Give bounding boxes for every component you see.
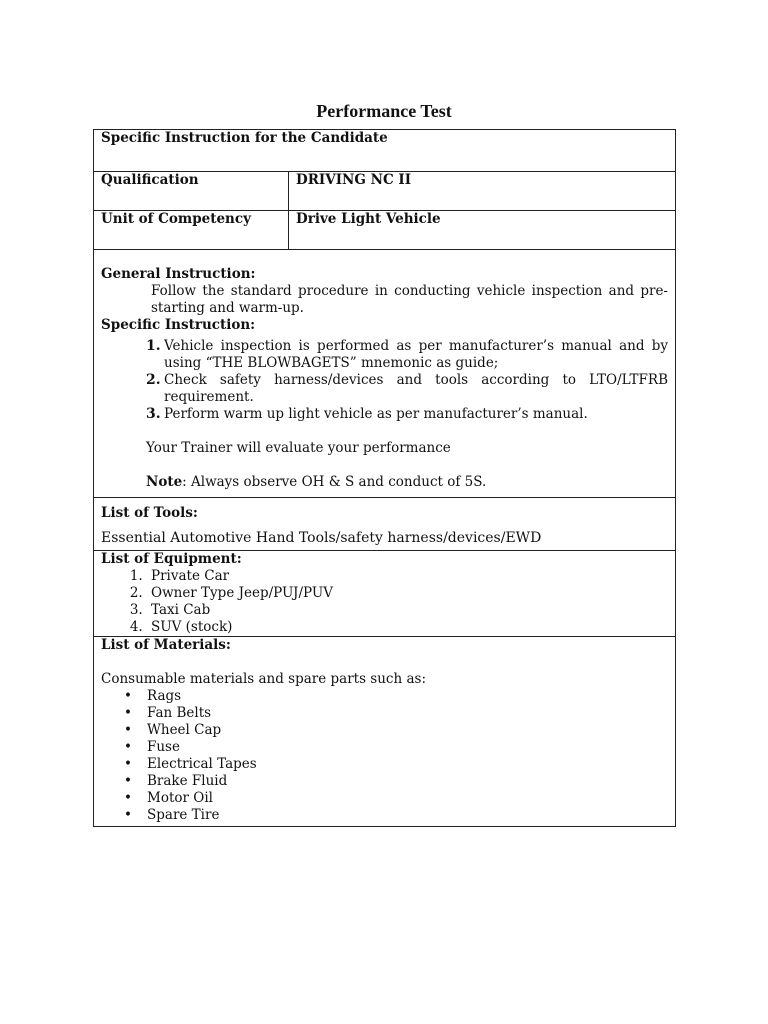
safety-note	[101, 474, 668, 491]
list-item: • Electrical Tapes	[147, 756, 668, 773]
note-text: : Always observe OH & S and conduct of 5S.	[182, 474, 487, 490]
item-number: 2.	[146, 372, 161, 388]
unit-label: Unit of Competency	[94, 211, 289, 250]
general-instruction-text: Follow the standard procedure in conducting vehicle inspection and pre-starting and warm-up.	[151, 283, 668, 316]
specific-instruction-list	[101, 338, 668, 423]
list-item	[101, 372, 668, 406]
equipment-row	[94, 551, 676, 637]
note-label: Note	[146, 474, 183, 490]
list-item: 3. Taxi Cab	[147, 602, 668, 619]
tools-heading: List of Tools:	[101, 505, 198, 521]
materials-heading: List of Materials:	[101, 637, 231, 653]
instructions-cell	[94, 250, 676, 498]
list-item: • Fan Belts	[147, 705, 668, 722]
materials-intro: Consumable materials and spare parts such as:	[101, 671, 426, 687]
list-item	[101, 406, 668, 423]
materials-row	[94, 637, 676, 827]
general-instruction-heading: General Instruction:	[101, 266, 256, 282]
list-item: • Spare Tire	[147, 807, 668, 824]
header-row	[94, 130, 676, 172]
equipment-list	[101, 568, 668, 636]
page-title: Performance Test	[316, 101, 452, 121]
tools-cell	[94, 498, 676, 551]
list-item: • Fuse	[147, 739, 668, 756]
list-item: 1. Private Car	[147, 568, 668, 585]
list-item: 4. SUV (stock)	[147, 619, 668, 636]
qualification-label: Qualification	[94, 172, 289, 211]
item-text: Perform warm up light vehicle as per manufacturer’s manual.	[164, 406, 588, 422]
item-number: 1.	[146, 338, 161, 354]
instructions-row	[94, 250, 676, 498]
unit-value: Drive Light Vehicle	[289, 211, 676, 250]
qualification-row	[94, 172, 676, 211]
unit-row	[94, 211, 676, 250]
item-number: 3.	[146, 406, 161, 422]
equipment-heading: List of Equipment:	[101, 551, 242, 567]
tools-text: Essential Automotive Hand Tools/safety harness/devices/EWD	[101, 530, 542, 546]
table-header: Specific Instruction for the Candidate	[94, 130, 676, 172]
instruction-table	[93, 129, 676, 827]
list-item: • Rags	[147, 688, 668, 705]
list-item: • Wheel Cap	[147, 722, 668, 739]
list-item: • Motor Oil	[147, 790, 668, 807]
materials-list	[101, 688, 668, 824]
item-text: Vehicle inspection is performed as per manufacturer’s manual and by using “THE BLOWBAGETS” mnemonic as guide;	[164, 338, 668, 371]
materials-cell	[94, 637, 676, 827]
list-item: 2. Owner Type Jeep/PUJ/PUV	[147, 585, 668, 602]
item-text: Check safety harness/devices and tools according to LTO/LTFRB requirement.	[164, 372, 668, 405]
specific-instruction-heading: Specific Instruction:	[101, 317, 256, 333]
tools-row	[94, 498, 676, 551]
qualification-value: DRIVING NC II	[289, 172, 676, 211]
list-item	[101, 338, 668, 372]
list-item: • Brake Fluid	[147, 773, 668, 790]
trainer-note: Your Trainer will evaluate your performance	[146, 440, 451, 456]
equipment-cell	[94, 551, 676, 637]
